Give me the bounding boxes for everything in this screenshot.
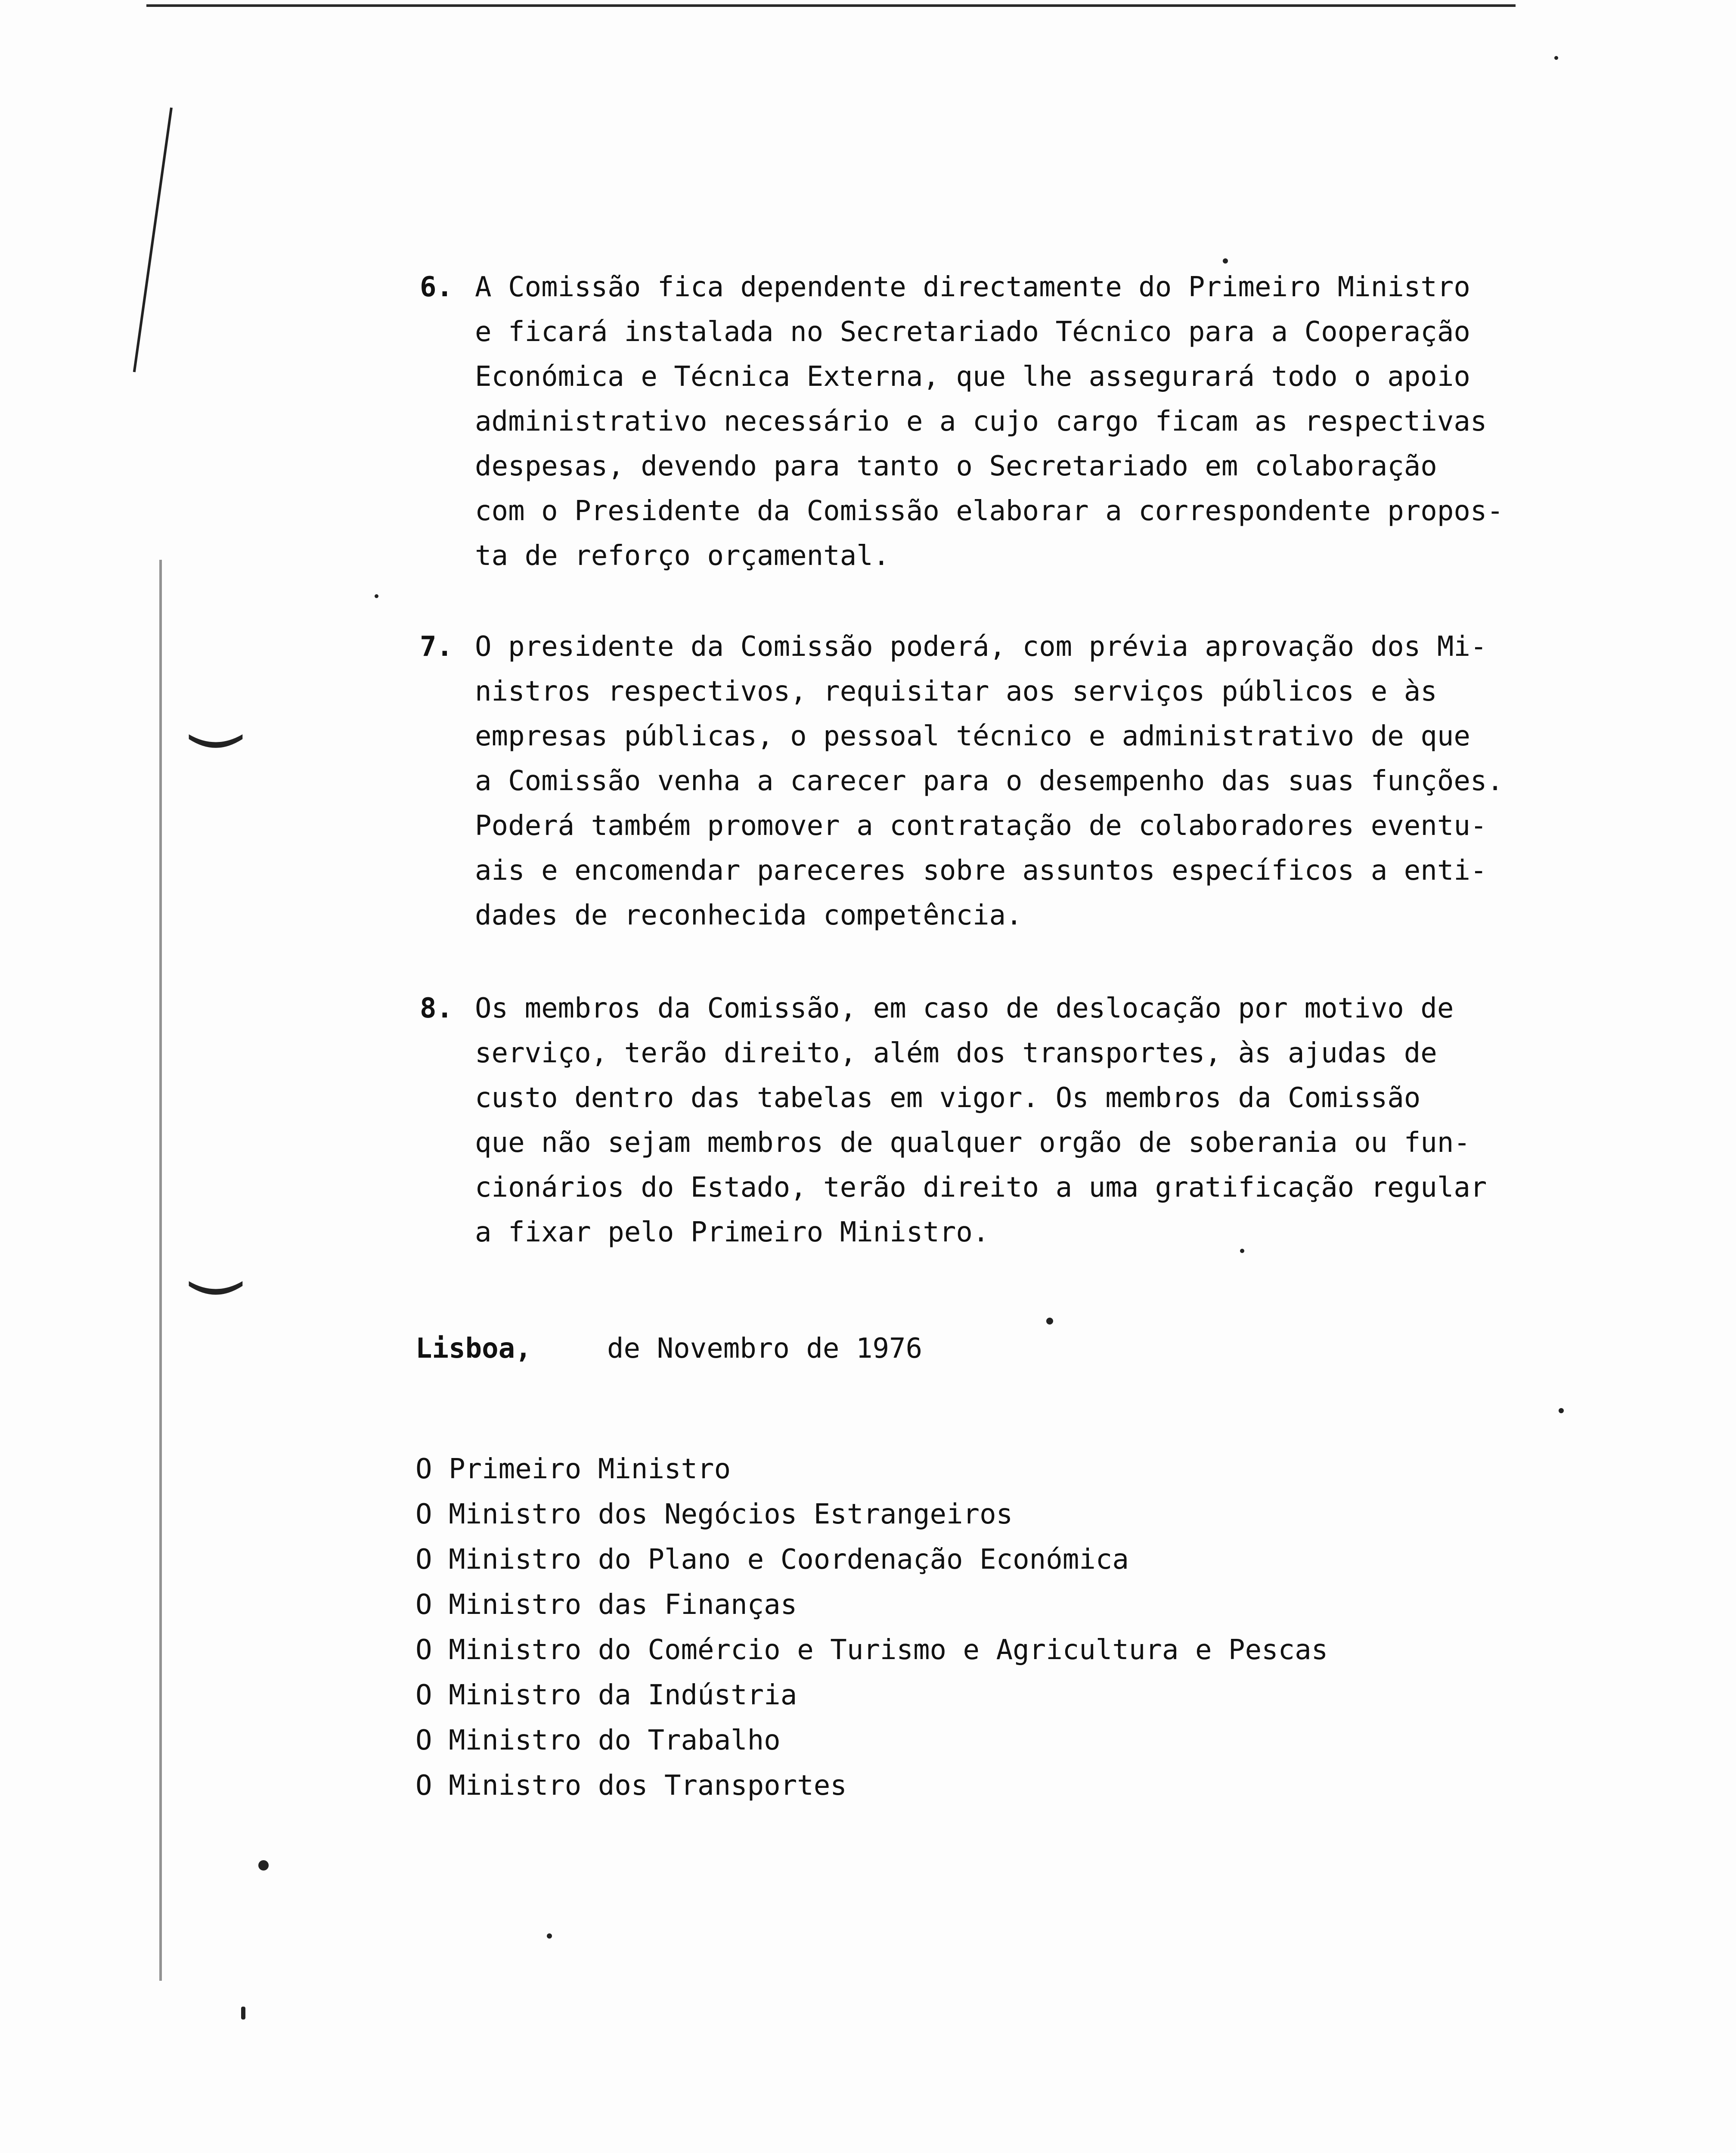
date-label: de Novembro de 1976 xyxy=(607,1333,923,1365)
signatory-line: O Ministro dos Transportes xyxy=(415,1770,847,1802)
paragraph-line: empresas públicas, o pessoal técnico e administrativo de que xyxy=(475,720,1470,752)
paragraph-line: Os membros da Comissão, em caso de deslocação por motivo de xyxy=(475,993,1454,1024)
signatory-line: O Primeiro Ministro xyxy=(415,1453,731,1485)
paragraph-number: 6. xyxy=(420,271,453,303)
signatory-line: O Ministro das Finanças xyxy=(415,1589,797,1621)
paragraph-line: administrativo necessário e a cujo cargo ficam as respectivas xyxy=(475,406,1487,437)
place-label: Lisboa, xyxy=(415,1333,532,1365)
paragraph-line: a fixar pelo Primeiro Ministro. xyxy=(475,1216,989,1248)
scan-speck xyxy=(1046,1318,1053,1325)
signatory-line: O Ministro do Plano e Coordenação Económica xyxy=(415,1544,1129,1576)
scan-speck xyxy=(547,1933,552,1939)
scan-speck xyxy=(258,1860,269,1871)
paragraph-line: dades de reconhecida competência. xyxy=(475,900,1023,931)
paragraph-line: a Comissão venha a carecer para o desempenho das suas funções. xyxy=(475,765,1504,797)
signatory-line: O Ministro do Trabalho xyxy=(415,1725,781,1756)
punch-hole-mark-icon: ( xyxy=(179,1276,249,1300)
paragraph-line: Económica e Técnica Externa, que lhe assegurará todo o apoio xyxy=(475,361,1470,393)
paragraph-line: cionários do Estado, terão direito a uma gratificação regular xyxy=(475,1172,1487,1204)
paragraph-7 xyxy=(420,624,1556,938)
paragraph-number: 7. xyxy=(420,631,453,663)
paragraph-line: ta de reforço orçamental. xyxy=(475,540,890,572)
paragraph-line: serviço, terão direito, além dos transportes, às ajudas de xyxy=(475,1037,1437,1069)
scan-speck xyxy=(241,2007,245,2020)
scan-speck xyxy=(1559,1408,1564,1413)
paragraph-line: Poderá também promover a contratação de colaboradores eventu- xyxy=(475,810,1487,842)
paragraph-line: custo dentro das tabelas em vigor. Os membros da Comissão xyxy=(475,1082,1421,1114)
paragraph-line: ais e encomendar pareceres sobre assuntos específicos a enti- xyxy=(475,855,1487,887)
paragraph-line: com o Presidente da Comissão elaborar a correspondente propos- xyxy=(475,495,1504,527)
scan-speck xyxy=(1223,258,1228,264)
punch-hole-mark-icon: ( xyxy=(179,729,249,753)
top-edge-rule xyxy=(146,4,1516,7)
signatory-line: O Ministro dos Negócios Estrangeiros xyxy=(415,1498,1013,1530)
paragraph-line: que não sejam membros de qualquer orgão de soberania ou fun- xyxy=(475,1127,1470,1159)
signatory-list xyxy=(415,1447,1328,1809)
paragraph-8 xyxy=(420,986,1556,1255)
paragraph-line: e ficará instalada no Secretariado Técnico para a Cooperação xyxy=(475,316,1470,348)
paragraph-line: A Comissão fica dependente directamente do Primeiro Ministro xyxy=(475,271,1470,303)
paragraph-line: O presidente da Comissão poderá, com prévia aprovação dos Mi- xyxy=(475,631,1487,663)
margin-pen-stroke xyxy=(133,108,173,372)
signatory-line: O Ministro do Comércio e Turismo e Agricultura e Pescas xyxy=(415,1634,1328,1666)
signatory-line: O Ministro da Indústria xyxy=(415,1679,797,1711)
binding-edge-shadow xyxy=(159,560,162,1981)
paragraph-line: despesas, devendo para tanto o Secretariado em colaboração xyxy=(475,450,1437,482)
scan-speck xyxy=(1554,56,1558,60)
paragraph-line: nistros respectivos, requisitar aos serviços públicos e às xyxy=(475,676,1437,707)
paragraph-number: 8. xyxy=(420,993,453,1024)
paragraph-6 xyxy=(420,265,1556,578)
scan-speck xyxy=(375,594,378,598)
